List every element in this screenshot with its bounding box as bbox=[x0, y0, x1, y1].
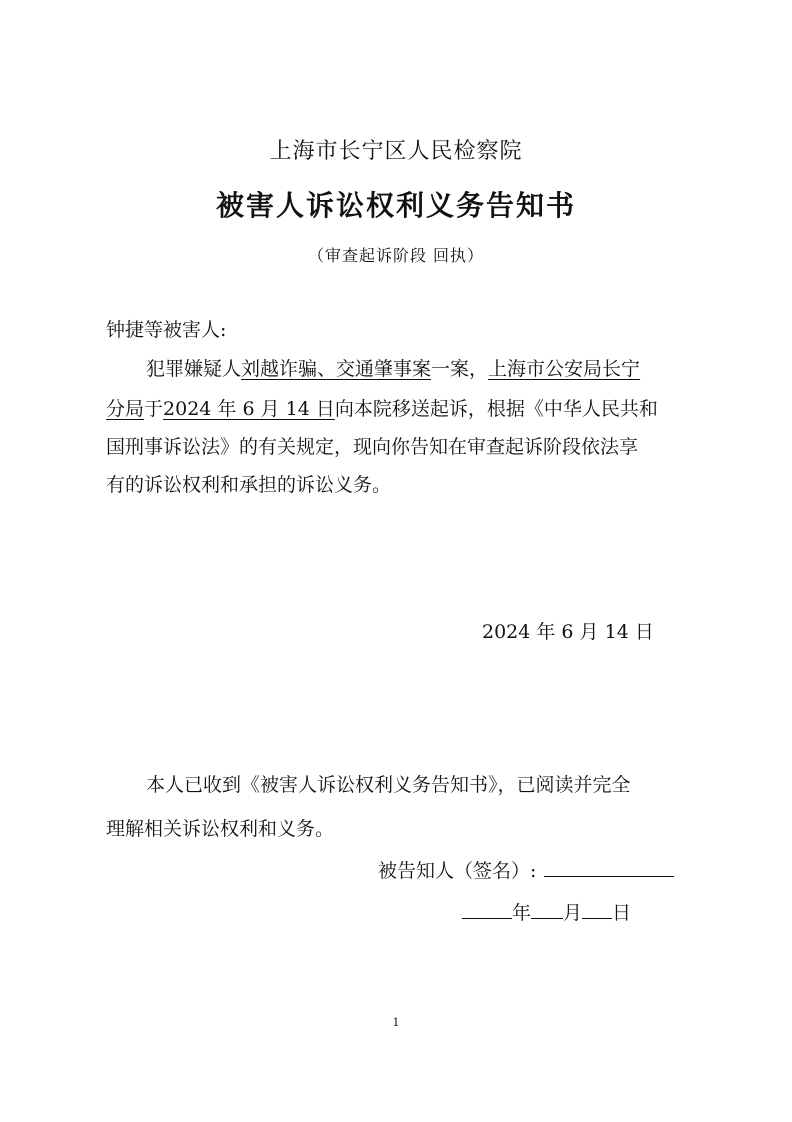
notice-line-2 bbox=[106, 394, 658, 421]
addressee: 钟捷等被害人: bbox=[106, 319, 227, 341]
notice-text: 于 bbox=[144, 398, 164, 420]
receipt-line-2: 理解相关诉讼权利和义务。 bbox=[106, 818, 335, 840]
signature-field[interactable] bbox=[544, 860, 674, 877]
document-title: 被害人诉讼权利义务告知书 bbox=[215, 189, 576, 222]
receipt-line-1: 本人已收到《被害人诉讼权利义务告知书》，已阅读并完全 bbox=[146, 774, 631, 796]
notice-text: 向本院移送起诉，根据《中华人民共和 bbox=[334, 398, 658, 420]
year-label: 年 bbox=[512, 902, 532, 924]
year-field[interactable] bbox=[462, 902, 512, 919]
notice-date: 2024 年 6 月 14 日 bbox=[482, 621, 654, 643]
document-stage: （审查起诉阶段 回执） bbox=[307, 246, 485, 265]
receipt-date-row bbox=[462, 898, 631, 925]
notice-text: 一案， bbox=[431, 358, 489, 380]
notice-line-3: 国刑事诉讼法》的有关规定，现向你告知在审查起诉阶段依法享 bbox=[106, 436, 639, 458]
notice-line-4: 有的诉讼权利和承担的诉讼义务。 bbox=[106, 474, 392, 496]
notice-line-1 bbox=[146, 354, 640, 381]
signature-row bbox=[378, 856, 674, 883]
transfer-date: 2024 年 6 月 14 日 bbox=[163, 398, 335, 420]
case-name: 刘越诈骗、交通肇事案 bbox=[241, 358, 432, 380]
page-number: 1 bbox=[392, 1016, 400, 1029]
notice-text: 犯罪嫌疑人 bbox=[146, 358, 242, 380]
month-field[interactable] bbox=[531, 902, 563, 919]
organization-name: 上海市长宁区人民检察院 bbox=[269, 139, 523, 164]
agency-name: 分局 bbox=[106, 398, 145, 420]
day-label: 日 bbox=[612, 902, 632, 924]
agency-name: 上海市公安局长宁 bbox=[488, 358, 641, 380]
month-label: 月 bbox=[563, 902, 583, 924]
day-field[interactable] bbox=[582, 902, 612, 919]
signer-label: 被告知人（签名）: bbox=[378, 860, 537, 882]
